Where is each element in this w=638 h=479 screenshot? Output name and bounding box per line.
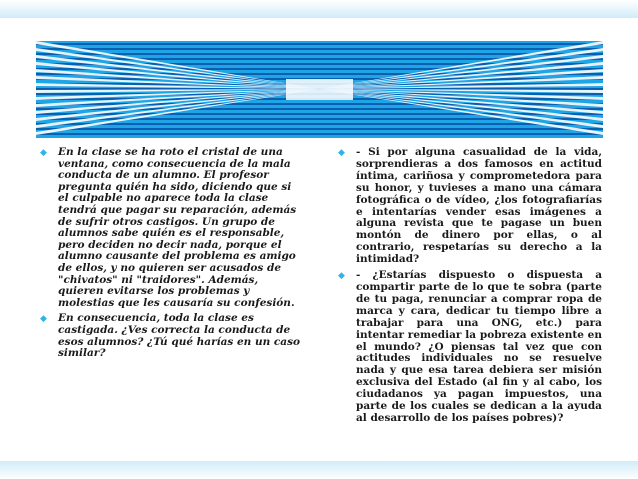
banner-ray — [319, 41, 603, 89]
left-bullet-item — [38, 313, 300, 359]
diamond-bullet-icon: ◆ — [338, 148, 345, 158]
banner-ray — [36, 41, 319, 89]
left-item-text: En la clase se ha roto el cristal de una ventana, como consecuencia de la mala conducta de un alumno. El profesor pregunta quién ha sido, diciendo que si el culpable no aparece toda la clase tendrá que pagar su reparación, además de sufrir otros castigos. Un grupo de alumnos sabe quién es el responsable, pero deciden no decir nada, porque el alumno causante del problema es amigo de ellos, y no quieren ser acusados de "chivatos" ni "traidores". Además, quieren evitarse los problemas y molestias que les causaría su confesión. — [58, 146, 297, 309]
right-bullet-item — [336, 270, 602, 425]
right-item-text: - ¿Estarías dispuesto o dispuesta a compartir parte de lo que te sobra (parte de tu paga, renunciar a comprar ropa de marca y cara, dedicar tu tiempo libre a trabajar para una ONG, etc.) para intentar remediar la pobreza existente en el mundo? ¿O piensas tal vez que con actitudes individuales no se resuelve nada y que esa tarea debiera ser misión exclusiva del Estado (al fin y al cabo, los ciudadanos ya pagan impuestos, una parte de los cuales se dedican a la ayuda al desarrollo de los países pobres)? — [356, 269, 602, 424]
left-text-column — [38, 147, 300, 364]
decorative-banner-image — [36, 41, 603, 138]
right-bullet-item — [336, 147, 602, 266]
starburst-pattern — [36, 41, 603, 138]
left-item-text: En consecuencia, toda la clase es castigada. ¿Ves correcta la conducta de esos alumnos? ¿Tú qué harías en un caso similar? — [58, 312, 300, 360]
right-item-text: - Si por alguna casualidad de la vida, sorprendieras a dos famosos en actitud íntima, cariñosa y comprometedora para su honor, y tuvieses a mano una cámara fotográfica o de vídeo, ¿los fotografiarías e intentarías vender esas imágenes a alguna revista que te pagase un buen montón de dinero por ellas, o al contrario, respetarías su derecho a la intimidad? — [356, 146, 602, 266]
bottom-edge-glow — [0, 461, 638, 479]
diamond-bullet-icon: ◆ — [338, 271, 345, 282]
right-text-column — [336, 147, 602, 429]
left-bullet-item — [38, 147, 300, 309]
banner-ray — [319, 89, 603, 114]
diamond-bullet-icon: ◆ — [40, 148, 47, 158]
diamond-bullet-icon: ◆ — [40, 314, 47, 325]
top-edge-glow — [0, 0, 638, 18]
banner-ray — [36, 89, 319, 114]
